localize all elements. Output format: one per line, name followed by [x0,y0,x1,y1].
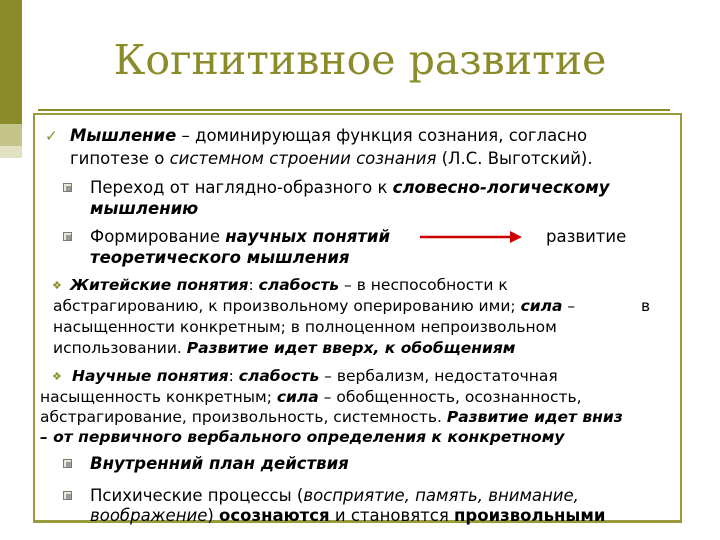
p2-line2: абстрагированию, к произвольному оперированию ими; сила – [53,297,576,315]
p1-term: Мышление [70,126,177,145]
p3a-line: Внутренний план действия [90,454,349,473]
title-rule [38,109,670,111]
p1a-line1: Переход от наглядно-образного к словесно-логическому [90,178,610,197]
check-icon: ✓ [45,127,58,145]
p1-line1: Мышление – доминирующая функция сознания, согласно [70,126,588,145]
p1b-line1: Формирование научных понятий [90,227,391,246]
p2-line2-tail: в [641,297,651,315]
square-bullet-icon [63,491,72,500]
diamond-bullet-icon: ❖ [52,279,62,292]
p3-line3: абстрагирование, произвольность, системность. Развитие идет вниз [40,408,623,426]
p3-line2: насыщенность конкретным; сила – обобщенность, осознанность, [40,388,582,406]
p1b-line2: теоретического мышления [90,248,350,267]
decor-square-low [0,146,22,158]
p1a-line2: мышлению [90,199,199,218]
square-bullet-icon [63,232,72,241]
slide-title: Когнитивное развитие [113,36,607,84]
diamond-bullet-icon: ❖ [52,370,62,383]
p1-line2: гипотезе о системном строении сознания (Л.С. Выготский). [70,149,593,168]
square-bullet-icon [63,183,72,192]
p3-line4: – от первичного вербального определения к конкретному [40,428,565,446]
p2-line1: Житейские понятия: слабость – в неспособности к [70,276,508,294]
arrow-right-icon [420,228,524,246]
p1b-right: развитие [546,227,627,246]
p3b-line2: воображение) осознаются и становятся произвольными [90,506,606,525]
p2-line3: насыщенности конкретным; в полноценном непроизвольном [53,318,557,336]
p3-line1: Научные понятия: слабость – вербализм, недостаточная [72,367,558,385]
p3b-line1: Психические процессы (восприятие, память, внимание, [90,486,579,505]
square-bullet-icon [63,459,72,468]
p2-line4: использовании. Развитие идет вверх, к обобщениям [53,339,516,357]
decor-square-mid [0,124,22,146]
